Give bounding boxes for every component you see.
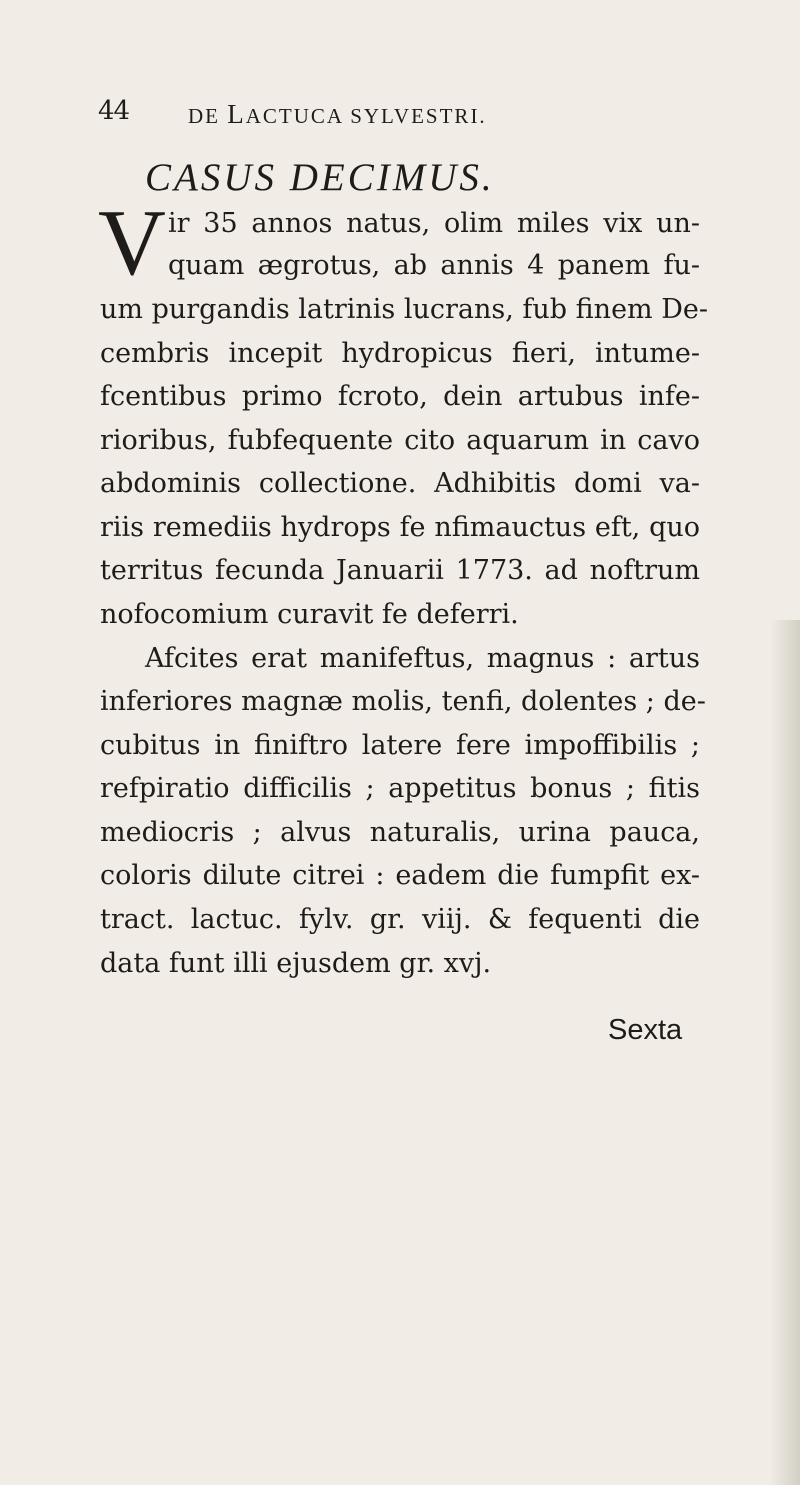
text-line: riis remediis hydrops fe nfimauctus eft, quo xyxy=(100,512,700,543)
text-line: mediocris ; alvus naturalis, urina pauca, xyxy=(100,817,700,848)
text-line: nofocomium curavit fe deferri. xyxy=(100,599,519,630)
running-title-prefix: DE xyxy=(188,104,220,128)
text-line: tract. lactuc. fylv. gr. viij. & fequenti die xyxy=(100,904,700,935)
catchword: Sexta xyxy=(608,1014,683,1046)
text-line: coloris dilute citrei : eadem die fumpfit ex- xyxy=(100,860,700,891)
text-line: cubitus in finiftro latere fere impoffibilis ; xyxy=(100,730,700,761)
text-line: refpiratio difficilis ; appetitus bonus ; fitis xyxy=(100,773,700,804)
text-line: cembris incepit hydropicus fieri, intume- xyxy=(100,338,700,369)
text-line: inferiores magnæ molis, tenfi, dolentes ; de- xyxy=(100,686,706,717)
text-line: ir 35 annos natus, olim miles vix un- xyxy=(168,208,700,239)
drop-cap: V xyxy=(98,191,166,295)
running-title xyxy=(188,99,487,130)
text-line: territus fecunda Januarii 1773. ad noftrum xyxy=(100,555,700,586)
running-title-word1: ACTUCA xyxy=(245,104,343,128)
running-title-initial: L xyxy=(227,99,246,129)
text-line: rioribus, fubfequente cito aquarum in cavo xyxy=(100,425,700,456)
text-line: data funt illi ejusdem gr. xvj. xyxy=(100,948,492,979)
text-line: fcentibus primo fcroto, dein artubus infe- xyxy=(100,381,700,412)
running-head xyxy=(98,96,658,132)
running-title-word2: SYLVESTRI. xyxy=(350,104,487,128)
text-line: Afcites erat manifeftus, magnus : artus xyxy=(145,643,700,674)
text-line: quam ægrotus, ab annis 4 panem fu- xyxy=(168,250,700,281)
page-edge-shadow xyxy=(770,620,800,1485)
text-line: um purgandis latrinis lucrans, fub finem De- xyxy=(100,294,708,325)
page-number: 44 xyxy=(98,96,130,126)
text-line: abdominis collectione. Adhibitis domi va- xyxy=(100,468,700,499)
section-title: CASUS DECIMUS. xyxy=(145,156,495,199)
